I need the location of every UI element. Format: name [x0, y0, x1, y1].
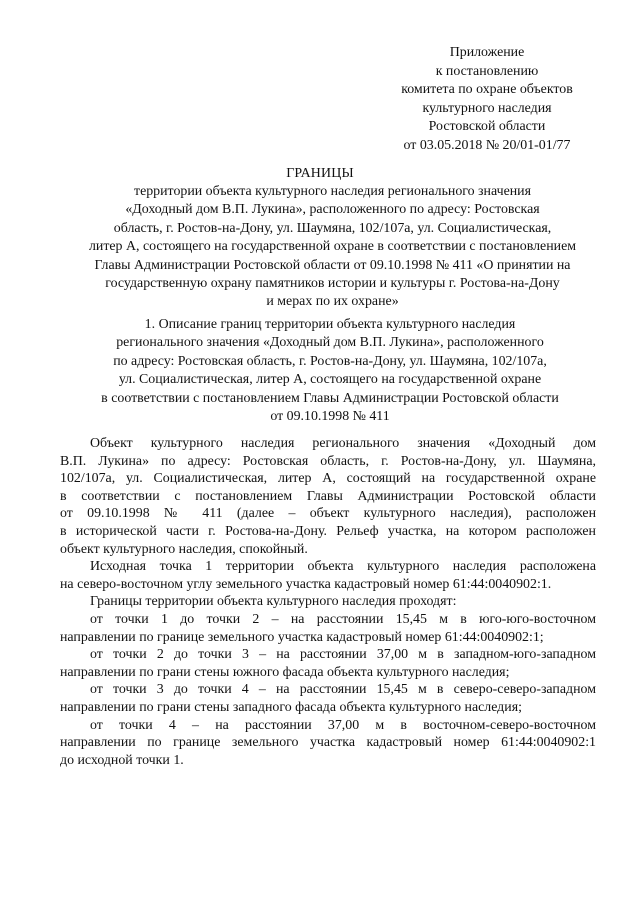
paragraph-line: направлении по грани стены южного фасада объекта культурного наследия;: [60, 664, 510, 680]
section-heading: [60, 316, 600, 426]
paragraph-line: до исходной точки 1.: [60, 752, 184, 768]
paragraph-start-point: [60, 558, 596, 593]
paragraph-segment-4-1: [60, 717, 596, 770]
paragraph-line: от точки 2 до точки 3 – на расстоянии 37,00 м в западном-юго-западном: [90, 647, 596, 663]
document-subtitle: [80, 183, 585, 312]
section-heading-line: регионального значения «Доходный дом В.П. Лукина», расположенного: [116, 335, 544, 351]
paragraph-line: объект культурного наследия, спокойный.: [60, 541, 308, 557]
appendix-block: [392, 44, 582, 155]
section-heading-line: по адресу: Ростовская область, г. Ростов-на-Дону, ул. Шаумяна, 102/107а,: [113, 353, 547, 369]
paragraph-boundaries-intro: [60, 593, 596, 611]
paragraph-line: направлении по границе земельного участка кадастровый номер 61:44:0040902:1: [60, 735, 596, 751]
appendix-line: комитета по охране объектов: [401, 82, 573, 97]
subtitle-line: «Доходный дом В.П. Лукина», расположенного по адресу: Ростовская: [125, 202, 540, 218]
paragraph-line: В.П. Лукина» по адресу: Ростовская область, г. Ростов-на-Дону, ул. Шаумяна,: [60, 453, 596, 469]
paragraph-line: направлении по грани стены западного фасада объекта культурного наследия;: [60, 699, 522, 715]
subtitle-line: государственную охрану памятников истории и культуры г. Ростова-на-Дону: [105, 276, 560, 292]
subtitle-line: территории объекта культурного наследия регионального значения: [134, 184, 531, 199]
section-heading-line: 1. Описание границ территории объекта культурного наследия: [144, 317, 516, 332]
paragraph-line: Границы территории объекта культурного наследия проходят:: [90, 594, 457, 610]
paragraph-line: в соответствии с постановлением Главы Администрации Ростовской области: [60, 488, 596, 504]
paragraph-line: 102/107а, ул. Социалистическая, литер А, состоящий на государственной охране: [60, 471, 596, 487]
subtitle-line: и мерах по их охране»: [266, 294, 399, 310]
paragraph-segment-2-3: [60, 646, 596, 681]
paragraph-line: от точки 4 – на расстоянии 37,00 м в восточном-северо-восточном: [90, 717, 596, 733]
appendix-line: Ростовской области: [428, 119, 546, 134]
section-heading-line: от 09.10.1998 № 411: [270, 409, 390, 425]
appendix-line: культурного наследия: [422, 100, 552, 116]
section-heading-line: ул. Социалистическая, литер А, состоящего на государственной охране: [118, 372, 542, 388]
subtitle-line: Главы Администрации Ростовской области от 09.10.1998 № 411 «О принятии на: [94, 257, 571, 273]
body-text: [60, 435, 596, 769]
paragraph-segment-3-4: [60, 681, 596, 716]
paragraph-segment-1-2: [60, 611, 596, 646]
paragraph-line: в исторической части г. Ростова-на-Дону. Рельеф участка, на котором расположен: [60, 523, 596, 539]
subtitle-line: область, г. Ростов-на-Дону, ул. Шаумяна, 102/107а, ул. Социалистическая,: [113, 220, 552, 236]
document-title: ГРАНИЦЫ: [286, 166, 354, 181]
paragraph-line: Объект культурного наследия регионального значения «Доходный дом: [90, 436, 596, 451]
paragraph-object-description: [60, 435, 596, 558]
section-heading-line: в соответствии с постановлением Главы Администрации Ростовской области: [101, 390, 559, 406]
paragraph-line: от точки 3 до точки 4 – на расстоянии 15,45 м в северо-северо-западном: [90, 682, 596, 698]
paragraph-line: на северо-восточном углу земельного участка кадастровый номер 61:44:0040902:1.: [60, 576, 552, 592]
appendix-line: Приложение: [449, 45, 525, 60]
paragraph-line: направлении по границе земельного участка кадастровый номер 61:44:0040902:1;: [60, 629, 544, 645]
paragraph-line: от точки 1 до точки 2 – на расстоянии 15,45 м в юго-юго-восточном: [90, 611, 596, 627]
paragraph-line: от 09.10.1998 № 411 (далее – объект культурного наследия), расположен: [60, 506, 596, 522]
appendix-line: от 03.05.2018 № 20/01-01/77: [403, 137, 571, 153]
subtitle-line: литер А, состоящего на государственной охране в соответствии с постановлением: [88, 239, 577, 255]
appendix-line: к постановлению: [435, 63, 539, 79]
paragraph-line: Исходная точка 1 территории объекта культурного наследия расположена: [90, 559, 596, 575]
